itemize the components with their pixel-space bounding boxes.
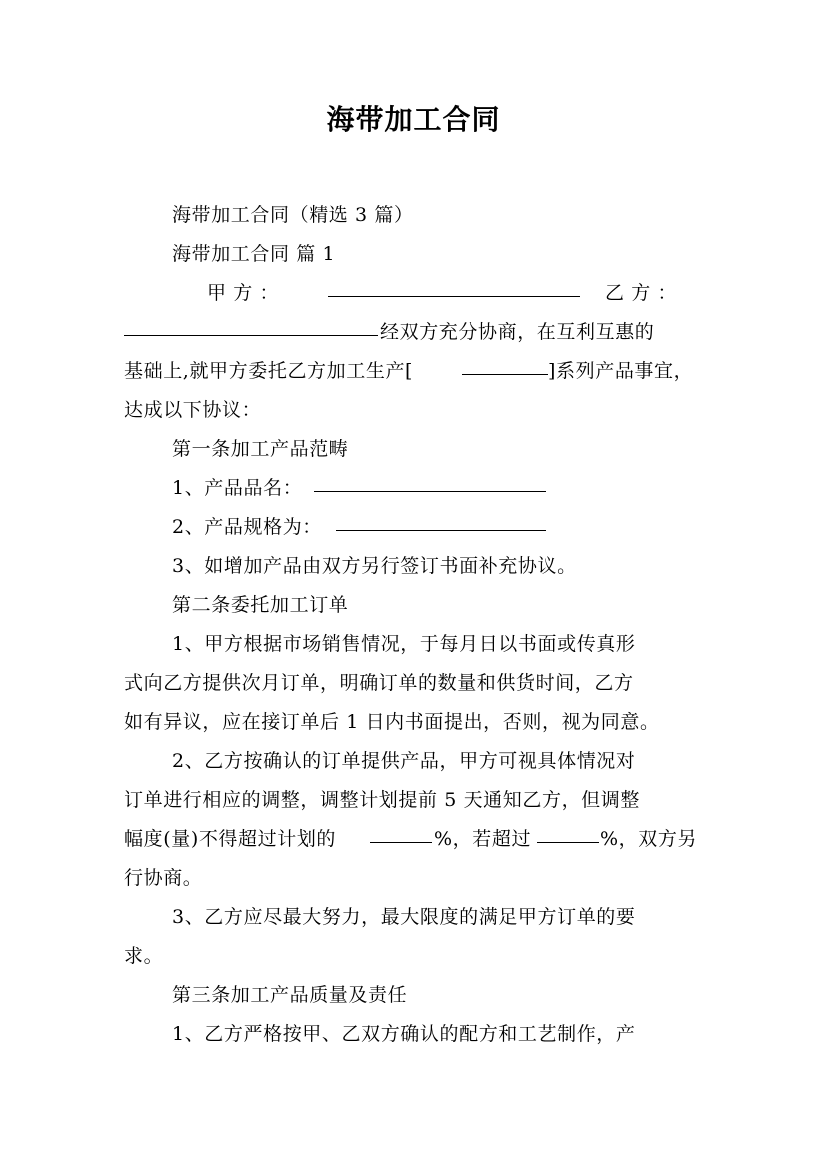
adjust-limit-blank-1 [370,824,432,843]
item-2-2-line-3-tail: %，双方另 [600,828,698,850]
adjust-limit-blank-2 [537,824,599,843]
item-2-3-line-2: 求。 [124,945,164,967]
item-3-1-line-1: 1、乙方严格按甲、乙双方确认的配方和工艺制作，产 [172,1023,636,1045]
item-2-2-line-3-head: 幅度(量)不得超过计划的 [124,828,337,850]
item-1-1-label: 1、产品品名： [172,477,303,499]
party-b-label: 乙 方 ： [605,282,678,304]
document-subtitle: 海带加工合同（精选 3 篇） [172,204,414,226]
article-3-title: 第三条加工产品质量及责任 [172,984,408,1006]
article-1-title: 第一条加工产品范畴 [172,438,349,460]
product-spec-blank [336,512,546,531]
item-1-2-label: 2、产品规格为： [172,516,322,538]
intro-line-3: 达成以下协议： [124,399,262,421]
item-2-1-line-2: 式向乙方提供次月订单，明确订单的数量和供货时间，乙方 [124,672,634,694]
intro-line-2-head: 基础上,就甲方委托乙方加工生产[ [124,360,414,382]
item-1-3: 3、如增加产品由双方另行签订书面补充协议。 [172,555,577,577]
intro-line-2-tail: ]系列产品事宜， [548,360,694,382]
chapter-heading: 海带加工合同 篇 1 [172,243,336,265]
item-2-1-line-3: 如有异议，应在接订单后 1 日内书面提出，否则，视为同意。 [124,711,660,733]
product-name-blank [314,473,546,492]
article-2-title: 第二条委托加工订单 [172,594,349,616]
party-a-blank [328,278,580,297]
item-2-1-line-1: 1、甲方根据市场销售情况，于每月日以书面或传真形 [172,633,636,655]
item-2-2-line-1: 2、乙方按确认的订单提供产品，甲方可视具体情况对 [172,750,636,772]
item-2-2-line-4: 行协商。 [124,867,203,889]
item-2-2-line-2: 订单进行相应的调整，调整计划提前 5 天通知乙方，但调整 [124,789,640,811]
item-2-2-line-3-mid: %，若超过 [434,828,532,850]
party-a-label: 甲 方 ： [207,282,280,304]
party-b-blank [124,317,378,336]
product-series-blank [462,356,548,375]
intro-line-1: 经双方充分协商，在互利互惠的 [380,321,655,343]
document-title: 海带加工合同 [326,103,501,136]
item-2-3-line-1: 3、乙方应尽最大努力，最大限度的满足甲方订单的要 [172,906,636,928]
